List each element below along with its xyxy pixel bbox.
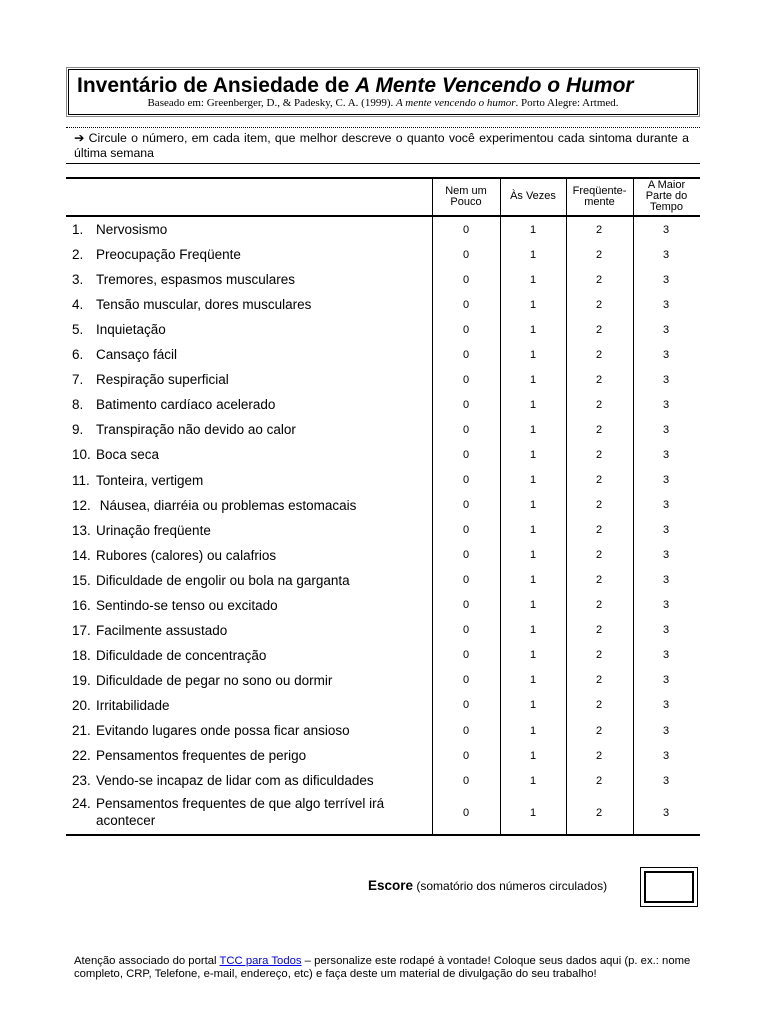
rating-option[interactable]: 1: [529, 423, 537, 436]
item-text: Facilmente assustado: [96, 622, 228, 638]
item-number: 9.: [72, 422, 84, 438]
rating-option[interactable]: 2: [595, 348, 603, 361]
table-row: [66, 367, 700, 392]
symptom-label: [72, 342, 177, 367]
item-text: Transpiração não devido ao calor: [96, 422, 296, 438]
rating-option[interactable]: 1: [529, 499, 537, 512]
rating-option[interactable]: 3: [662, 774, 670, 787]
rating-option[interactable]: 0: [462, 774, 470, 787]
item-text: Sentindo-se tenso ou excitado: [96, 597, 278, 613]
rating-option[interactable]: 1: [529, 448, 537, 461]
rating-option[interactable]: 2: [595, 398, 603, 411]
rating-option[interactable]: 1: [529, 699, 537, 712]
rating-option[interactable]: 3: [662, 749, 670, 762]
symptom-label: [72, 267, 295, 292]
rating-option[interactable]: 3: [662, 348, 670, 361]
rating-option[interactable]: 3: [662, 574, 670, 587]
table-row: [66, 468, 700, 493]
item-number: 17.: [72, 622, 91, 638]
table-row: [66, 292, 700, 317]
item-number: 11.: [72, 472, 90, 488]
rating-option[interactable]: 0: [462, 273, 470, 286]
item-text: Preocupação Freqüente: [96, 247, 241, 263]
rating-option[interactable]: 1: [529, 248, 537, 261]
symptom-label: [72, 317, 166, 342]
subtitle-book-title: A mente vencendo o humor: [396, 97, 516, 109]
rating-option[interactable]: 0: [462, 348, 470, 361]
rating-option[interactable]: 2: [595, 474, 603, 486]
rating-option[interactable]: 2: [595, 448, 603, 461]
item-text: Dificuldade de pegar no sono ou dormir: [96, 672, 333, 688]
item-number: 3.: [72, 272, 84, 288]
dotted-divider: [66, 127, 700, 128]
rating-option[interactable]: 2: [595, 574, 603, 587]
rating-option[interactable]: 1: [529, 774, 537, 787]
item-text: Batimento cardíaco acelerado: [96, 397, 276, 413]
table-row: [66, 267, 700, 292]
rating-option[interactable]: 0: [462, 223, 470, 236]
symptom-label: [72, 618, 227, 643]
table-row: [66, 493, 700, 518]
rating-option[interactable]: 0: [462, 549, 470, 562]
rating-option[interactable]: 3: [662, 624, 670, 637]
rating-option[interactable]: 3: [662, 724, 670, 737]
rating-option[interactable]: 1: [529, 574, 537, 587]
item-number: 5.: [72, 322, 84, 338]
table-row: [66, 643, 700, 668]
item-number: 2.: [72, 247, 84, 263]
rating-option[interactable]: 1: [529, 649, 537, 662]
rating-option[interactable]: 0: [462, 448, 470, 461]
rating-option[interactable]: 3: [662, 699, 670, 712]
rating-option[interactable]: 2: [595, 373, 603, 386]
symptom-label: [72, 568, 350, 593]
item-number: 18.: [72, 647, 91, 663]
item-number: 8.: [72, 397, 84, 413]
item-text: Inquietação: [96, 322, 166, 338]
rating-option[interactable]: 1: [529, 373, 537, 386]
rating-option[interactable]: 2: [595, 524, 603, 537]
rating-option[interactable]: 2: [595, 699, 603, 712]
item-text: Respiração superficial: [96, 372, 229, 388]
rating-option[interactable]: 2: [595, 724, 603, 737]
rating-option[interactable]: 3: [662, 599, 670, 612]
table-row: [66, 442, 700, 467]
table-row: [66, 793, 700, 833]
table-row: [66, 668, 700, 693]
item-number: 24.: [72, 796, 91, 812]
rating-option[interactable]: 0: [462, 323, 470, 336]
page-title: Inventário de Ansiedade de A Mente Vencendo o Humor: [77, 74, 634, 97]
symptom-label: [72, 768, 374, 793]
table-row: [66, 317, 700, 342]
item-number: 23.: [72, 773, 91, 789]
rating-option[interactable]: 0: [462, 699, 470, 712]
column-header-nem-um-pouco: Nem um Pouco: [445, 184, 487, 208]
rating-option[interactable]: 1: [529, 474, 537, 486]
item-number: 1.: [72, 222, 84, 237]
item-number: 14.: [72, 547, 91, 563]
footer-text: Atenção associado do portal TCC para Todos – personalize este rodapé à vontade! Coloque seus dados aqui (p. ex.: nome completo, CRP, Telefone, e-mail, endereço, etc) e faça deste um material de divulgação do seu trabalho!: [74, 955, 691, 980]
table-row: [66, 392, 700, 417]
rating-option[interactable]: 0: [462, 423, 470, 436]
item-text: Tonteira, vertigem: [96, 472, 204, 488]
item-text: Rubores (calores) ou calafrios: [96, 547, 277, 563]
item-text: Cansaço fácil: [96, 347, 178, 363]
rating-option[interactable]: 3: [662, 373, 670, 386]
table-row: [66, 217, 700, 242]
rating-option[interactable]: 2: [595, 273, 603, 286]
rating-option[interactable]: 1: [529, 273, 537, 286]
score-note: (somatório dos números circulados): [413, 879, 608, 893]
instruction-divider: [66, 163, 700, 164]
rating-option[interactable]: 0: [462, 649, 470, 662]
table-row: [66, 568, 700, 593]
item-number: 12.: [72, 497, 91, 513]
rating-option[interactable]: 2: [595, 423, 603, 436]
column-header-maior-parte: A Maior Parte do Tempo: [645, 179, 688, 213]
rating-option[interactable]: 0: [462, 524, 470, 537]
rating-option[interactable]: 3: [662, 549, 670, 562]
symptom-label: [72, 392, 275, 417]
rating-option[interactable]: 0: [462, 298, 470, 311]
item-number: 19.: [72, 672, 91, 688]
rating-option[interactable]: 0: [462, 248, 470, 261]
symptom-label: [72, 543, 276, 568]
rating-option[interactable]: 1: [529, 348, 537, 361]
table-row: [66, 593, 700, 618]
rating-option[interactable]: 3: [662, 223, 670, 236]
symptom-label: [72, 668, 332, 693]
rating-option[interactable]: 0: [462, 599, 470, 612]
rating-option[interactable]: 2: [595, 499, 603, 512]
rating-option[interactable]: 0: [462, 398, 470, 411]
item-number: 13.: [72, 522, 91, 538]
rating-option[interactable]: 1: [529, 549, 537, 562]
rating-option[interactable]: 3: [662, 807, 670, 820]
symptom-label: [72, 292, 311, 317]
item-text: Tremores, espasmos musculares: [96, 272, 296, 288]
table-row: [66, 518, 700, 543]
item-number: 20.: [72, 697, 91, 713]
rating-option[interactable]: 0: [462, 373, 470, 386]
table-row: [66, 768, 700, 793]
rating-option[interactable]: 1: [529, 749, 537, 762]
item-number: 10.: [72, 447, 91, 463]
symptom-label: [72, 442, 159, 467]
symptom-label: [72, 718, 350, 743]
rating-option[interactable]: 1: [529, 807, 537, 820]
score-input-box[interactable]: [640, 867, 698, 907]
rating-option[interactable]: 2: [595, 599, 603, 612]
rating-option[interactable]: 0: [462, 674, 470, 687]
item-text: Boca seca: [96, 447, 160, 463]
rating-option[interactable]: 3: [662, 649, 670, 662]
symptom-label: [72, 743, 306, 768]
item-text: Pensamentos frequentes de perigo: [96, 748, 307, 764]
score-label: Escore (somatório dos números circulados): [368, 878, 608, 893]
rating-option[interactable]: 1: [529, 674, 537, 687]
rating-option[interactable]: 2: [595, 774, 603, 787]
rating-option[interactable]: 2: [595, 674, 603, 687]
item-number: 6.: [72, 347, 84, 363]
symptom-label: [72, 367, 229, 392]
symptom-label: [72, 417, 296, 442]
rating-option[interactable]: 3: [662, 499, 670, 512]
rating-option[interactable]: 2: [595, 549, 603, 562]
rating-option[interactable]: 0: [462, 624, 470, 637]
table-row: [66, 543, 700, 568]
item-text: Irritabilidade: [96, 697, 170, 713]
item-text: Dificuldade de concentração: [96, 647, 267, 663]
item-text: Náusea, diarréia ou problemas estomacais: [96, 497, 357, 513]
rating-option[interactable]: 1: [529, 223, 537, 236]
rating-option[interactable]: 1: [529, 724, 537, 737]
rating-option[interactable]: 1: [529, 624, 537, 637]
page-title-italic: A Mente Vencendo o Humor: [355, 74, 634, 97]
table-row: [66, 618, 700, 643]
rating-option[interactable]: 3: [662, 248, 670, 261]
rating-option[interactable]: 3: [662, 398, 670, 411]
item-number: 22.: [72, 748, 91, 764]
item-text: Tensão muscular, dores musculares: [96, 297, 312, 313]
rating-option[interactable]: 1: [529, 323, 537, 336]
item-number: 7.: [72, 372, 84, 388]
symptom-label: [72, 795, 412, 829]
rating-option[interactable]: 0: [462, 807, 470, 820]
item-text: Urinação freqüente: [96, 522, 211, 538]
rating-option[interactable]: 2: [595, 223, 603, 236]
rating-option[interactable]: 0: [462, 749, 470, 762]
item-text: Vendo-se incapaz de lidar com as dificuldades: [96, 773, 374, 789]
table-bottom-rule: [66, 834, 700, 836]
column-header-as-vezes: Às Vezes: [510, 190, 556, 202]
rating-option[interactable]: 0: [462, 474, 470, 486]
symptom-label: [72, 217, 167, 242]
symptom-label: [72, 242, 241, 267]
rating-option[interactable]: 1: [529, 398, 537, 411]
item-text: Dificuldade de engolir ou bola na garganta: [96, 572, 350, 588]
item-text: Evitando lugares onde possa ficar ansioso: [96, 723, 350, 738]
arrow-right-icon: ➔: [74, 131, 85, 145]
rating-option[interactable]: 0: [462, 724, 470, 737]
symptom-label: [72, 493, 356, 518]
rating-option[interactable]: 3: [662, 273, 670, 286]
symptom-label: [72, 518, 211, 543]
rating-option[interactable]: 3: [662, 674, 670, 687]
column-header-frequentemente: Freqüente-mente: [572, 184, 627, 208]
instruction-text: ➔ Circule o número, em cada item, que melhor descreve o quanto você experimentou cada sintoma durante a última semana: [74, 131, 689, 160]
rating-option[interactable]: 1: [529, 298, 537, 311]
rating-option[interactable]: 3: [662, 448, 670, 461]
rating-option[interactable]: 2: [595, 749, 603, 762]
symptom-label: [72, 593, 278, 618]
item-number: 21.: [72, 723, 91, 738]
item-text: Pensamentos frequentes de que algo terrível irá acontecer: [96, 796, 388, 829]
symptom-label: [72, 468, 203, 493]
table-row: [66, 743, 700, 768]
title-box: [68, 69, 698, 115]
rating-option[interactable]: 0: [462, 574, 470, 587]
item-number: 15.: [72, 572, 91, 588]
rating-option[interactable]: 2: [595, 649, 603, 662]
rating-option[interactable]: 1: [529, 524, 537, 537]
symptom-label: [72, 643, 266, 668]
item-text: Nervosismo: [96, 222, 168, 237]
rating-option[interactable]: 0: [462, 499, 470, 512]
table-row: [66, 342, 700, 367]
table-row: [66, 242, 700, 267]
rating-option[interactable]: 2: [595, 624, 603, 637]
rating-option[interactable]: 2: [595, 298, 603, 311]
rating-option[interactable]: 3: [662, 474, 670, 486]
table-row: [66, 718, 700, 743]
table-row: [66, 417, 700, 442]
item-number: 4.: [72, 297, 84, 313]
rating-option[interactable]: 3: [662, 524, 670, 537]
rating-option[interactable]: 2: [595, 807, 603, 820]
item-number: 16.: [72, 597, 91, 613]
rating-option[interactable]: 2: [595, 323, 603, 336]
rating-option[interactable]: 2: [595, 248, 603, 261]
table-row: [66, 693, 700, 718]
symptom-label: [72, 693, 170, 718]
portal-link[interactable]: TCC para Todos: [219, 955, 302, 967]
rating-option[interactable]: 3: [662, 323, 670, 336]
page-subtitle: Baseado em: Greenberger, D., & Padesky, C. A. (1999). A mente vencendo o humor. Porto Alegre: Artmed.: [147, 97, 619, 109]
rating-option[interactable]: 3: [662, 298, 670, 311]
rating-option[interactable]: 3: [662, 423, 670, 436]
rating-option[interactable]: 1: [529, 599, 537, 612]
